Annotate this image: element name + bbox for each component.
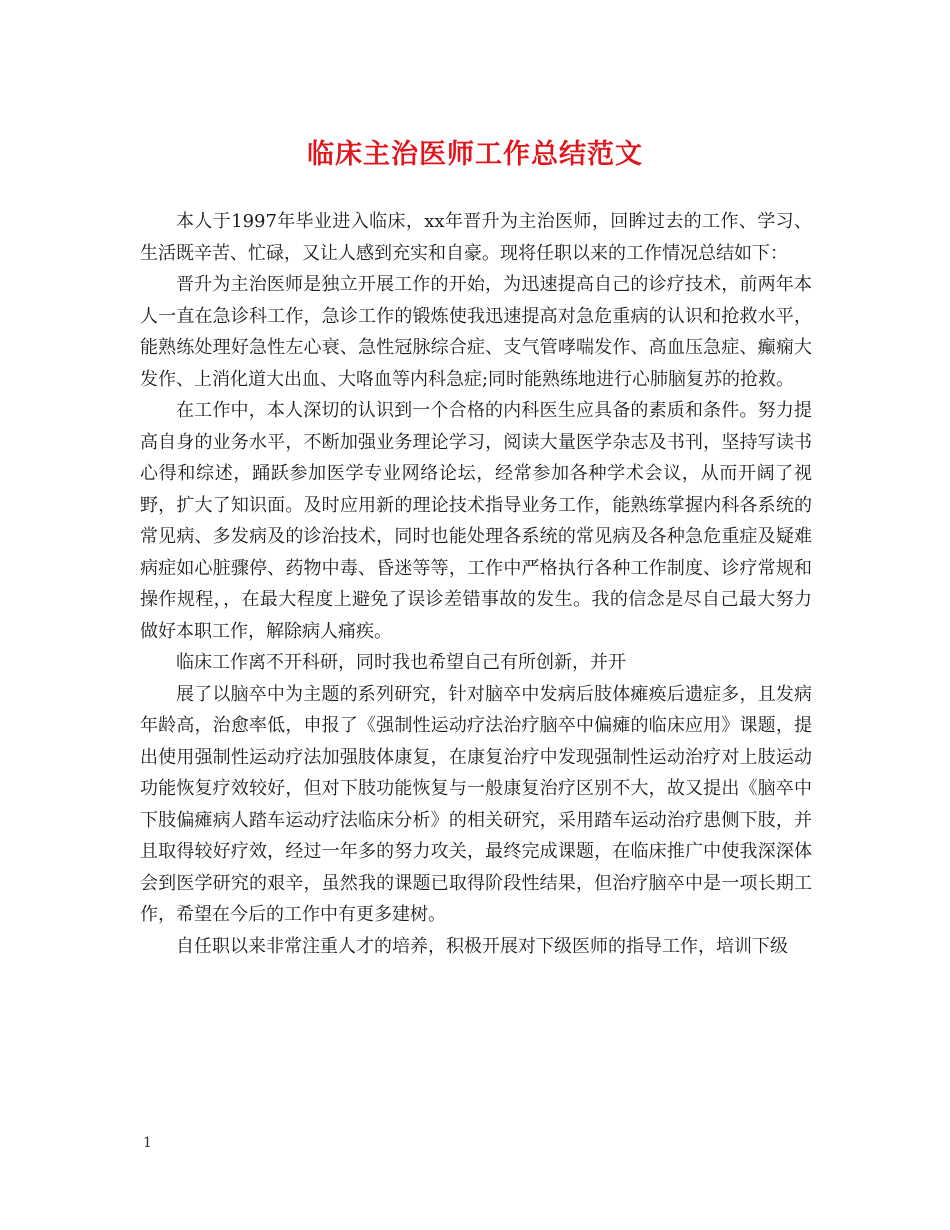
paragraph-talent-training: 自任职以来非常注重人才的培养，积极开展对下级医师的指导工作，培训下级 [176,935,788,957]
page-title: 临床主治医师工作总结范文 [307,139,643,170]
document-body [140,206,812,962]
page-number: 1 [143,1135,152,1151]
paragraph-stroke-research: 展了以脑卒中为主题的系列研究，针对脑卒中发病后肢体瘫痪后遗症多，且发病年龄高，治愈率低，申报了《强制性运动疗法治疗脑卒中偏瘫的临床应用》课题，提出使用强制性运动疗法加强肢体康复，在康复治疗中发现强制性运动治疗对上肢运动功能恢复疗效较好，但对下肢功能恢复与一般康复治疗区别不大，故又提出《脑卒中下肢偏瘫病人踏车运动疗法临床分析》的相关研究，采用踏车运动治疗患侧下肢，并且取得较好疗效，经过一年多的努力攻关，最终完成课题，在临床推广中使我深深体会到医学研究的艰辛，虽然我的课题已取得阶段性结果，但治疗脑卒中是一项长期工作，希望在今后的工作中有更多建树。 [140,683,812,925]
paragraph-emergency-work: 晋升为主治医师是独立开展工作的开始，为迅速提高自己的诊疗技术，前两年本人一直在急诊科工作，急诊工作的锻炼使我迅速提高对急危重病的认识和抢救水平，能熟练处理好急性左心衰、急性冠脉综合症、支气管哮喘发作、高血压急症、癫痫大发作、上消化道大出血、大咯血等内科急症;同时能熟练地进行心肺脑复苏的抢救。 [140,274,812,390]
paragraph-professional-study: 在工作中，本人深切的认识到一个合格的内科医生应具备的素质和条件。努力提高自身的业务水平，不断加强业务理论学习，阅读大量医学杂志及书刊，坚持写读书心得和综述，踊跃参加医学专业网络论坛，经常参加各种学术会议，从而开阔了视野，扩大了知识面。及时应用新的理论技术指导业务工作，能熟练掌握内科各系统的常见病、多发病及的诊治技术，同时也能处理各系统的常见病及各种急危重症及疑难病症如心脏骤停、药物中毒、昏迷等等，工作中严格执行各种工作制度、诊疗常规和操作规程，，在最大程度上避免了误诊差错事故的发生。我的信念是尽自己最大努力做好本职工作，解除病人痛疾。 [140,400,812,642]
paragraph-intro: 本人于1997年毕业进入临床，xx年晋升为主治医师，回眸过去的工作、学习、生活既辛苦、忙碌，又让人感到充实和自豪。现将任职以来的工作情况总结如下： [140,211,812,264]
paragraph-research-intro: 临床工作离不开科研，同时我也希望自己有所创新，并开 [176,652,626,673]
